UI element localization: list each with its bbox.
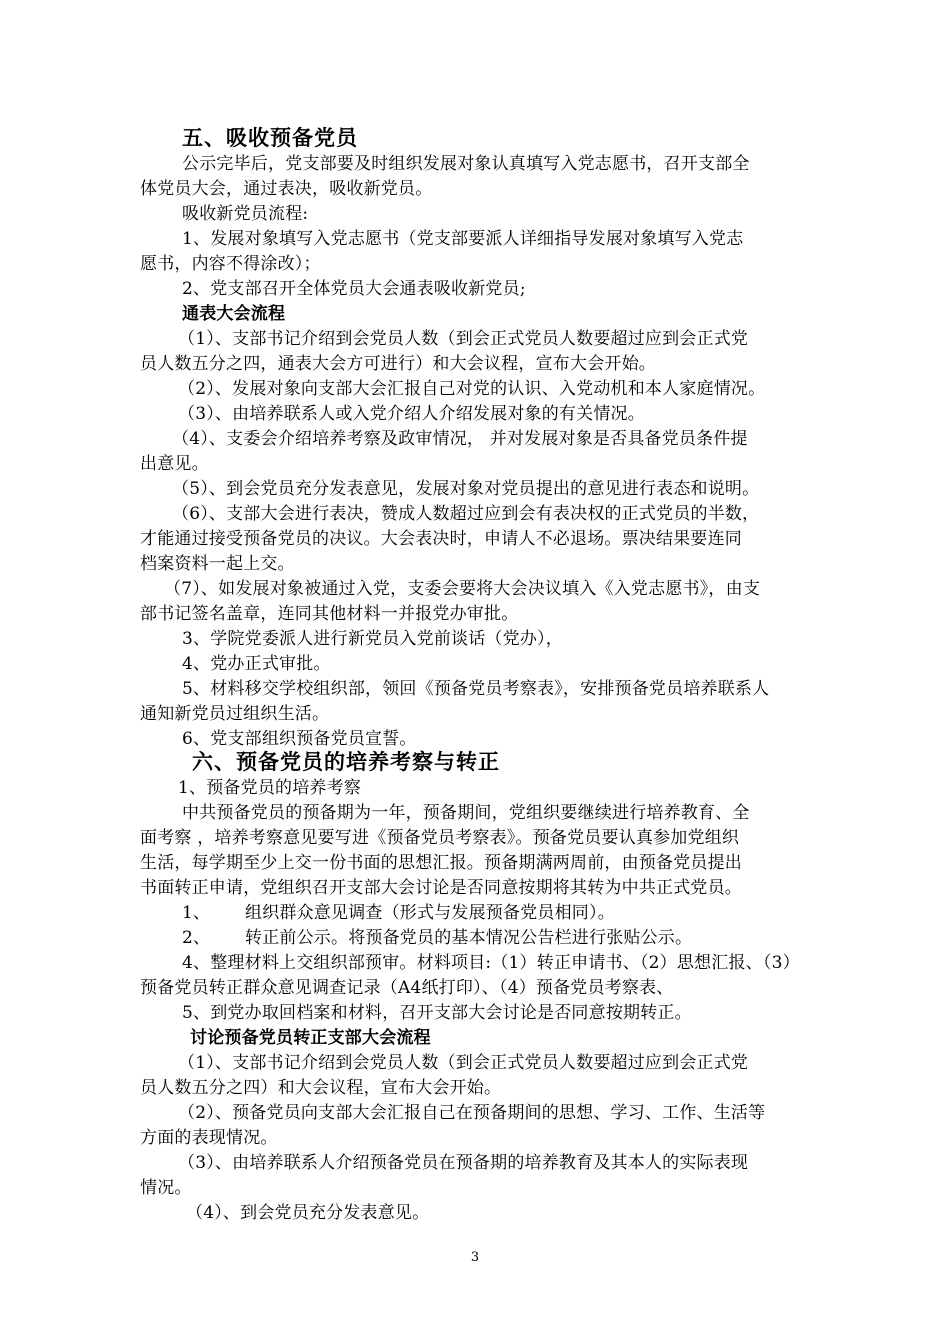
paragraph-line: （4）、支委会介绍培养考察及政审情况， 并对发展对象是否具备党员条件提 bbox=[172, 429, 748, 449]
paragraph-line: 体党员大会，通过表决，吸收新党员。 bbox=[140, 179, 433, 199]
paragraph-line: 面考察 ，培养考察意见要写进《预备党员考察表》。预备党员要认真参加党组织 bbox=[140, 828, 740, 848]
paragraph-line: （1）、支部书记介绍到会党员人数（到会正式党员人数要超过应到会正式党 bbox=[178, 1053, 749, 1073]
paragraph-line: 员人数五分之四，通表大会方可进行）和大会议程，宣布大会开始。 bbox=[140, 354, 656, 374]
paragraph-line: （3）、由培养联系人或入党介绍人介绍发展对象的有关情况。 bbox=[178, 404, 645, 424]
paragraph-line: （7）、如发展对象被通过入党，支委会要将大会决议填入《入党志愿书》，由支 bbox=[164, 579, 761, 599]
list-number: 2、 bbox=[182, 928, 211, 948]
paragraph-line: 5、材料移交学校组织部，领回《预备党员考察表》，安排预备党员培养联系人 bbox=[182, 679, 770, 699]
paragraph-line: （2）、预备党员向支部大会汇报自己在预备期间的思想、学习、工作、生活等 bbox=[178, 1103, 766, 1123]
paragraph-line: 愿书，内容不得涂改）； bbox=[140, 254, 321, 274]
paragraph-line: 员人数五分之四）和大会议程，宣布大会开始。 bbox=[140, 1078, 502, 1098]
paragraph-line: （1）、支部书记介绍到会党员人数（到会正式党员人数要超过应到会正式党 bbox=[178, 329, 749, 349]
paragraph-line: 5、到党办取回档案和材料，召开支部大会讨论是否同意按期转正。 bbox=[182, 1003, 692, 1023]
subheading: 通表大会流程 bbox=[182, 304, 286, 324]
paragraph-line: （2）、发展对象向支部大会汇报自己对党的认识、入党动机和本人家庭情况。 bbox=[178, 379, 766, 399]
paragraph-line: 才能通过接受预备党员的决议。大会表决时，申请人不必退场。票决结果要连同 bbox=[140, 529, 742, 549]
paragraph-line: 部书记签名盖章，连同其他材料一并报党办审批。 bbox=[140, 604, 519, 624]
paragraph-line: （5）、到会党员充分发表意见，发展对象对党员提出的意见进行表态和说明。 bbox=[172, 479, 760, 499]
paragraph-line: 档案资料一起上交。 bbox=[140, 554, 295, 574]
section-heading-5: 五、吸收预备党员 bbox=[182, 125, 358, 150]
paragraph-line: （4）、到会党员充分发表意见。 bbox=[186, 1203, 430, 1223]
paragraph-line: 4、整理材料上交组织部预审。材料项目:（1）转正申请书、（2）思想汇报、（3） bbox=[182, 953, 800, 973]
paragraph-line: 4、党办正式审批。 bbox=[182, 654, 331, 674]
paragraph-line: 通知新党员过组织生活。 bbox=[140, 704, 330, 724]
paragraph-line: 2、党支部召开全体党员大会通表吸收新党员; bbox=[182, 279, 526, 299]
flow-label: 吸收新党员流程: bbox=[182, 204, 309, 224]
paragraph-line: 公示完毕后，党支部要及时组织发展对象认真填写入党志愿书，召开支部全 bbox=[182, 154, 750, 174]
paragraph-line: 6、党支部组织预备党员宣誓。 bbox=[182, 729, 417, 749]
paragraph-line: 生活，每学期至少上交一份书面的思想汇报。预备期满两周前，由预备党员提出 bbox=[140, 853, 742, 873]
paragraph-line: 3、学院党委派人进行新党员入党前谈话（党办）， bbox=[182, 629, 563, 649]
paragraph-line: 中共预备党员的预备期为一年，预备期间，党组织要继续进行培养教育、全 bbox=[182, 803, 750, 823]
paragraph-line: （3）、由培养联系人介绍预备党员在预备期的培养教育及其本人的实际表现 bbox=[178, 1153, 749, 1173]
list-text: 组织群众意见调查（形式与发展预备党员相同）。 bbox=[245, 903, 615, 923]
paragraph-line: 出意见。 bbox=[140, 454, 209, 474]
subheading: 1、预备党员的培养考察 bbox=[178, 778, 362, 798]
paragraph-line: 书面转正申请，党组织召开支部大会讨论是否同意按期将其转为中共正式党员。 bbox=[140, 878, 742, 898]
section-heading-6: 六、预备党员的培养考察与转正 bbox=[192, 749, 500, 774]
list-text: 转正前公示。将预备党员的基本情况公告栏进行张贴公示。 bbox=[245, 928, 693, 948]
subheading: 讨论预备党员转正支部大会流程 bbox=[190, 1028, 431, 1048]
paragraph-line: 情况。 bbox=[140, 1178, 192, 1198]
page-number: 3 bbox=[470, 1250, 480, 1265]
paragraph-line: 1、发展对象填写入党志愿书（党支部要派人详细指导发展对象填写入党志 bbox=[182, 229, 744, 249]
list-number: 1、 bbox=[182, 903, 211, 923]
paragraph-line: 预备党员转正群众意见调查记录（A4纸打印）、（4）预备党员考察表、 bbox=[140, 978, 674, 998]
paragraph-line: 方面的表现情况。 bbox=[140, 1128, 278, 1148]
paragraph-line: （6）、支部大会进行表决，赞成人数超过应到会有表决权的正式党员的半数， bbox=[172, 504, 760, 524]
